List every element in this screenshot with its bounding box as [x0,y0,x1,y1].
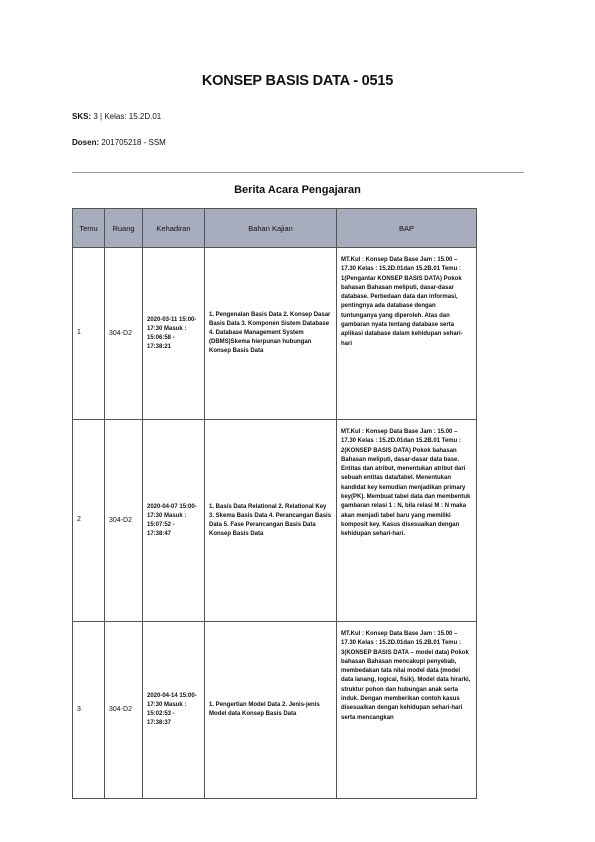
bahan-kajian-cell: 1. Pengenalan Basis Data 2. Konsep Dasar Basis Data 3. Komponen Sistem Database 4. Database Management System (DBMS)Skema hierpunan hubungan Konsep Basis Data [205,248,337,420]
header-temu: Temu [73,209,105,248]
table-row [73,420,477,622]
sks-label: SKS: [72,112,92,121]
kehadiran-cell: 2020-04-14 15:00-17:30 Masuk : 15:02:53 - 17:38:37 [143,622,205,799]
header-bahan-kajian: Bahan Kajian [205,209,337,248]
bap-table [72,208,477,799]
header-kehadiran: Kehadiran [143,209,205,248]
bahan-kajian-cell: 1. Basis Data Relational 2. Relational Key 3. Skema Basis Data 4. Perancangan Basis Data 5. Fase Perancangan Basis Data Konsep Basis Data [205,420,337,622]
bap-cell: MT.Kul : Konsep Data Base Jam : 15.00 – 17.30 Kelas : 15.2D.01dan 15.2B.01 Temu : 3(KONSEP BASIS DATA – model data) Pokok bahasan Bahasan mencakupi penyebab, membedakan tata nilai model data (model data lanang, logical, fisik). Model data hirarki, struktur pohon dan hubungan anak serta induk. Dengan memberikan contoh kasus disesuaikan dengan kehidupan sehari-hari serta mencangkan [337,622,477,799]
dosen-label: Dosen: [72,138,100,147]
dosen-value: 201705218 - SSM [101,138,166,147]
bahan-kajian-cell: 1. Pengertian Model Data 2. Jenis-jenis Model data Konsep Basis Data [205,622,337,799]
sks-line [72,112,161,121]
ruang-cell: 304-D2 [105,420,143,622]
ruang-cell: 304-D2 [105,622,143,799]
bap-cell: MT.Kul : Konsep Data Base Jam : 15.00 – 17.30 Kelas : 15.2D.01dan 15.2B.01 Temu : 2(KONSEP BASIS DATA) Pokok bahasan Bahasan meliputi, dasar-dasar data base. Entitas dan atribut, menentukan atribut dari sebuah entitas data/tabel. Menentukan kandidat key kemudian menjadikan primary key(PK). Membuat tabel data dan membentuk gambaran relasi 1 : N, bila relasi M : N maka akan menjadi tabel baru yang memiliki komposit key. Kasus disesuaikan dengan kehidupan sehari-hari. [337,420,477,622]
table-row [73,622,477,799]
temu-cell: 1 [73,248,105,420]
document-title: KONSEP BASIS DATA - 0515 [201,73,394,89]
temu-cell: 3 [73,622,105,799]
divider [72,172,524,173]
dosen-line [72,138,166,147]
ruang-cell: 304-D2 [105,248,143,420]
table-row [73,248,477,420]
section-title: Berita Acara Pengajaran [234,184,361,196]
header-bap: BAP [337,209,477,248]
table-header-row [73,209,477,248]
kehadiran-cell: 2020-03-11 15:00-17:30 Masuk : 15:06:58 - 17:38:21 [143,248,205,420]
kehadiran-cell: 2020-04-07 15:00-17:30 Masuk : 15:07:52 - 17:38:47 [143,420,205,622]
bap-cell: MT.Kul : Konsep Data Base Jam : 15.00 – 17.30 Kelas : 15.2D.01dan 15.2B.01 Temu : 1(Pengantar KONSEP BASIS DATA) Pokok bahasan Bahasan meliputi, dasar-dasar database. Perbedaan data dan informasi, pentingnya ada database dengan tuntunganya yang diperoleh. Atas dan gambaran nyata tentang database serta aplikasi database dalam kehidupan sehari-hari [337,248,477,420]
temu-cell: 2 [73,420,105,622]
header-ruang: Ruang [105,209,143,248]
sks-value: 3 | Kelas: 15.2D.01 [93,112,162,121]
